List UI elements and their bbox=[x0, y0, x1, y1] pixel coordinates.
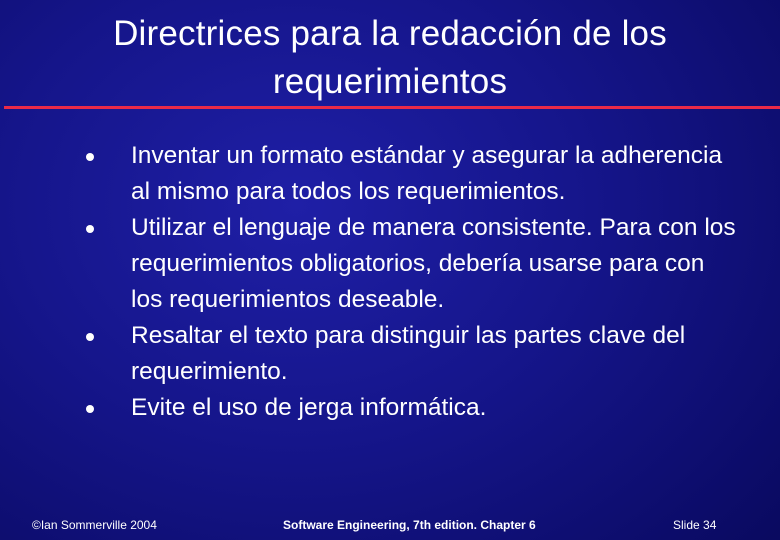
bullet-item bbox=[0, 318, 780, 390]
bullet-item bbox=[0, 390, 780, 426]
bullet-text: Utilizar el lenguaje de manera consistente. Para con los requerimientos obligatorios, debería usarse para con los requerimientos deseable. bbox=[131, 214, 736, 313]
footer-copyright: ©Ian Sommerville 2004 bbox=[32, 518, 157, 532]
footer-slide-number: Slide 34 bbox=[673, 518, 717, 532]
bullet-text: Inventar un formato estándar y asegurar la adherencia al mismo para todos los requerimientos. bbox=[131, 142, 723, 205]
bullet-dot-icon bbox=[86, 153, 94, 161]
bullet-dot-icon bbox=[86, 225, 94, 233]
title-divider bbox=[4, 106, 780, 109]
bullet-dot-icon bbox=[86, 333, 94, 341]
bullet-text: Evite el uso de jerga informática. bbox=[131, 394, 487, 421]
bullet-item bbox=[0, 138, 780, 210]
bullet-dot-icon bbox=[86, 405, 94, 413]
slide-title: Directrices para la redacción de los requerimientos bbox=[113, 14, 667, 101]
bullet-text: Resaltar el texto para distinguir las partes clave del requerimiento. bbox=[131, 322, 686, 385]
bullet-list bbox=[0, 138, 780, 426]
bullet-item bbox=[0, 210, 780, 318]
footer-book-title: Software Engineering, 7th edition. Chapter 6 bbox=[283, 518, 536, 532]
